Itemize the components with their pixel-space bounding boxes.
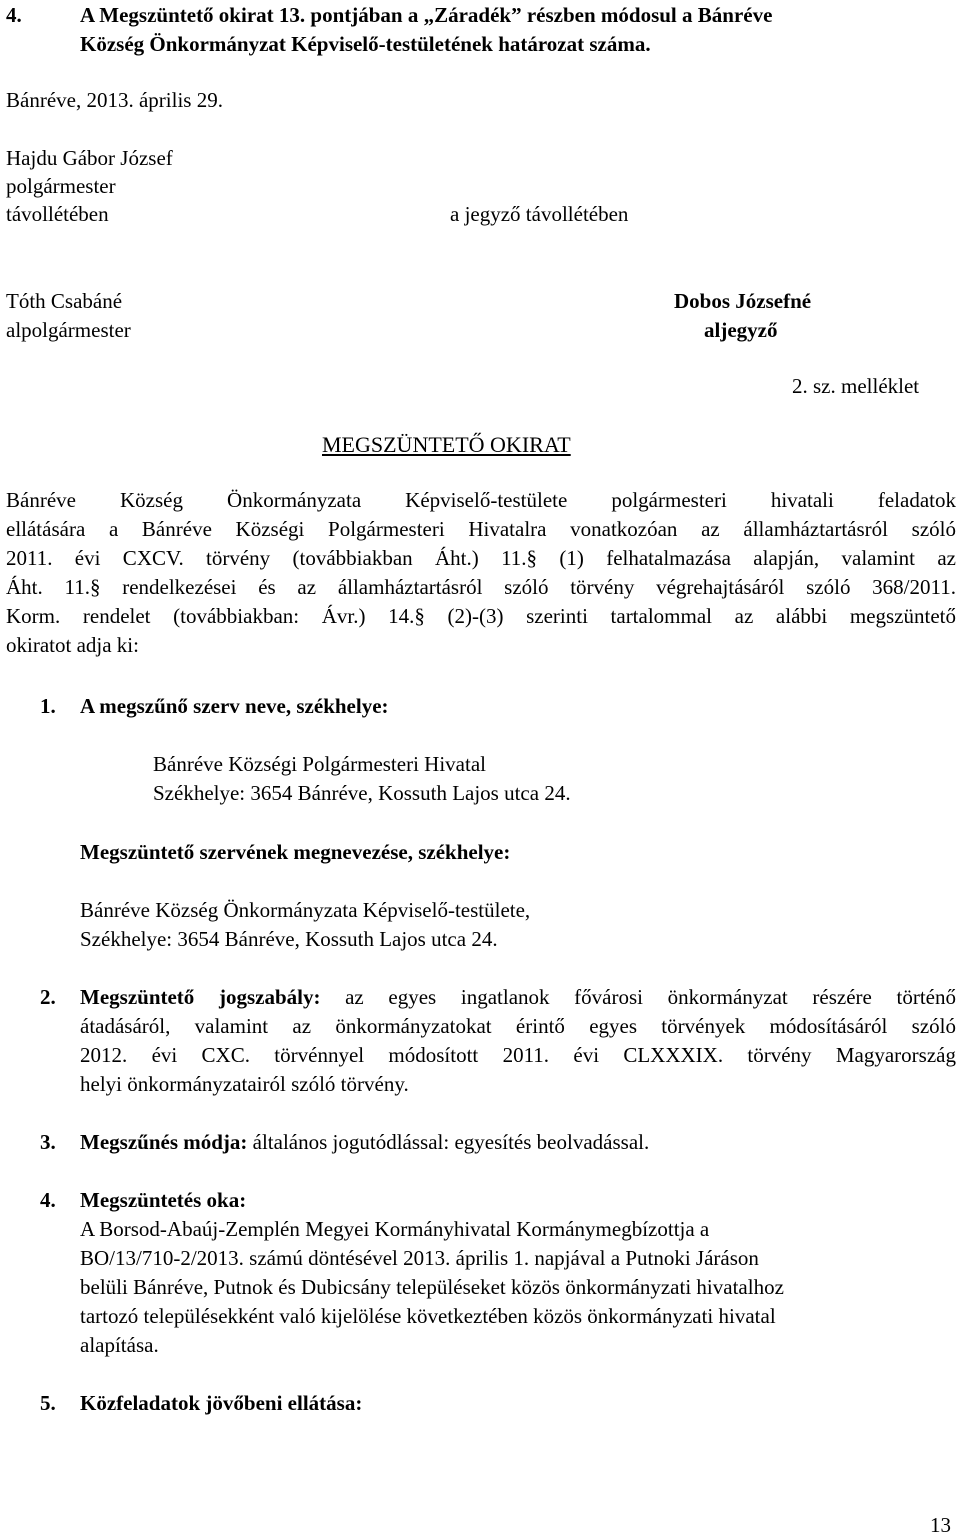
section-1-number: 1. bbox=[40, 694, 56, 718]
top-item-number: 4. bbox=[6, 3, 22, 27]
section-4-line: tartozó településekként való kijelölése következtében közös önkormányzati hivatal bbox=[80, 1304, 776, 1328]
section-5-number: 5. bbox=[40, 1391, 56, 1415]
section-1-sub-seat: Székhelye: 3654 Bánréve, Kossuth Lajos utca 24. bbox=[80, 927, 498, 951]
section-2-line: 2012. évi CXC. törvénnyel módosított 2011. évi CLXXXIX. törvény Magyarország bbox=[80, 1043, 956, 1067]
section-2-body bbox=[80, 983, 956, 1099]
annex-label: 2. sz. melléklet bbox=[792, 374, 920, 398]
section-1-heading: A megszűnő szerv neve, székhelye: bbox=[80, 694, 389, 718]
intro-paragraph bbox=[6, 486, 956, 660]
section-2-line: átadásáról, valamint az önkormányzatokat érintő egyes törvények módosításáról szóló bbox=[80, 1014, 956, 1038]
intro-line: Bánréve Község Önkormányzata Képviselő-testülete polgármesteri hivatali feladatok bbox=[6, 488, 956, 512]
intro-line: 2011. évi CXCV. törvény (továbbiakban Áht.) 11.§ (1) felhatalmazása alapján, valamint az bbox=[6, 546, 956, 570]
section-1-sub-name: Bánréve Község Önkormányzata Képviselő-testülete, bbox=[80, 898, 531, 922]
signatory-absence-right: a jegyző távollétében bbox=[450, 202, 629, 226]
section-1-org-seat: Székhelye: 3654 Bánréve, Kossuth Lajos utca 24. bbox=[153, 781, 571, 805]
page-number: 13 bbox=[930, 1513, 951, 1537]
section-4-line: alapítása. bbox=[80, 1333, 159, 1357]
intro-line: ellátására a Bánréve Községi Polgármesteri Hivatalra vonatkozóan az államháztartásról szóló bbox=[6, 517, 956, 541]
section-4-line: A Borsod-Abaúj-Zemplén Megyei Kormányhivatal Kormánymegbízottja a bbox=[80, 1217, 710, 1241]
top-item-line1: A Megszüntető okirat 13. pontjában a „Záradék” részben módosul a Bánréve bbox=[80, 3, 773, 27]
signatory-name-left: Hajdu Gábor József bbox=[6, 146, 173, 170]
intro-line: Korm. rendelet (továbbiakban: Ávr.) 14.§ (2)-(3) szerinti tartalommal az alábbi megszüntető bbox=[6, 604, 956, 628]
signatory2-title-right: aljegyző bbox=[704, 318, 778, 342]
section-4-line: belüli Bánréve, Putnok és Dubicsány településeket közös önkormányzati hivatalhoz bbox=[80, 1275, 784, 1299]
intro-line: okiratot adja ki: bbox=[6, 633, 139, 657]
section-5-label: Közfeladatok jövőbeni ellátása: bbox=[80, 1391, 363, 1415]
signatory2-name-right: Dobos Józsefné bbox=[674, 289, 812, 313]
section-4-number: 4. bbox=[40, 1188, 56, 1212]
intro-line: Áht. 11.§ rendelkezései és az államháztartásról szóló törvény végrehajtásáról szóló 368/2011. bbox=[6, 575, 956, 599]
section-3-label: Megszűnés módja: bbox=[80, 1130, 248, 1154]
section-3-text: általános jogutódlással: egyesítés beolvadással. bbox=[252, 1130, 650, 1154]
signatory2-name-left: Tóth Csabáné bbox=[6, 289, 123, 313]
section-4-line: BO/13/710-2/2013. számú döntésével 2013. április 1. napjával a Putnoki Járáson bbox=[80, 1246, 759, 1270]
section-1-sub-heading: Megszüntető szervének megnevezése, székhelye: bbox=[80, 840, 511, 864]
signatory-title-left: polgármester bbox=[6, 174, 116, 198]
section-2-number: 2. bbox=[40, 985, 56, 1009]
section-4-body bbox=[80, 1215, 956, 1360]
signatory2-title-left: alpolgármester bbox=[6, 318, 131, 342]
section-2-label: Megszüntető jogszabály: bbox=[80, 985, 321, 1009]
signatory-absence-left: távollétében bbox=[6, 202, 109, 226]
section-1-org-name: Bánréve Községi Polgármesteri Hivatal bbox=[153, 752, 486, 776]
document-title: MEGSZÜNTETŐ OKIRAT bbox=[322, 432, 571, 457]
section-2-text: az egyes ingatlanok fővárosi önkormányzat részére történő bbox=[345, 985, 956, 1009]
section-3-line bbox=[80, 1128, 649, 1157]
section-2-line: helyi önkormányzatairól szóló törvény. bbox=[80, 1072, 409, 1096]
top-item-line2: Község Önkormányzat Képviselő-testületének határozat száma. bbox=[80, 32, 651, 56]
date-line: Bánréve, 2013. április 29. bbox=[6, 88, 223, 112]
section-2-line bbox=[80, 983, 956, 1012]
section-4-label: Megszüntetés oka: bbox=[80, 1188, 247, 1212]
section-3-number: 3. bbox=[40, 1130, 56, 1154]
